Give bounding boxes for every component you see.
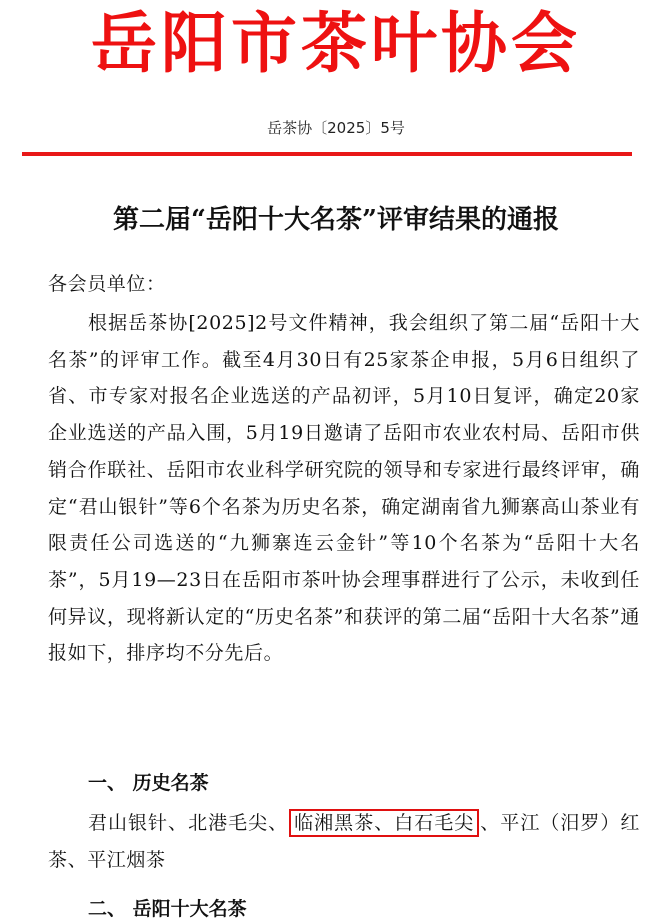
tea-list-end: 、平江（汨罗）红茶、平江烟茶 [48,812,640,871]
section-heading-historical-teas: 一、 历史名茶 [88,772,209,794]
historical-tea-list [48,805,640,878]
notice-title: 第二届“岳阳十大名茶”评审结果的通报 [113,205,559,235]
tea-list-start: 君山银针、北港毛尖、 [88,812,289,834]
org-title: 岳阳市茶叶协会 [91,5,581,82]
document-number: 岳茶协〔2025〕5号 [267,119,405,137]
section-heading-top-ten-teas: 二、 岳阳十大名茶 [88,898,247,920]
red-divider [22,152,632,156]
salutation: 各会员单位： [48,273,166,295]
highlighted-tea-names: 临湘黑茶、白石毛尖 [289,809,479,837]
body-paragraph: 根据岳茶协[2025]2号文件精神，我会组织了第二届“岳阳十大名茶”的评审工作。截至4月30日有25家茶企申报，5月6日组织了省、市专家对报名企业选送的产品初评，5月10日复评，确定20家企业选送的产品入围，5月19日邀请了岳阳市农业农村局、岳阳市供销合作联社、岳阳市农业科学研究院的领导和专家进行最终评审，确定“君山银针”等6个名茶为历史名茶，确定湖南省九狮寨高山茶业有限责任公司选送的“九狮寨连云金针”等10个名茶为“岳阳十大名茶”，5月19—23日在岳阳市茶叶协会理事群进行了公示，未收到任何异议，现将新认定的“历史名茶”和获评的第二届“岳阳十大名茶”通报如下，排序均不分先后。 [48,312,640,665]
